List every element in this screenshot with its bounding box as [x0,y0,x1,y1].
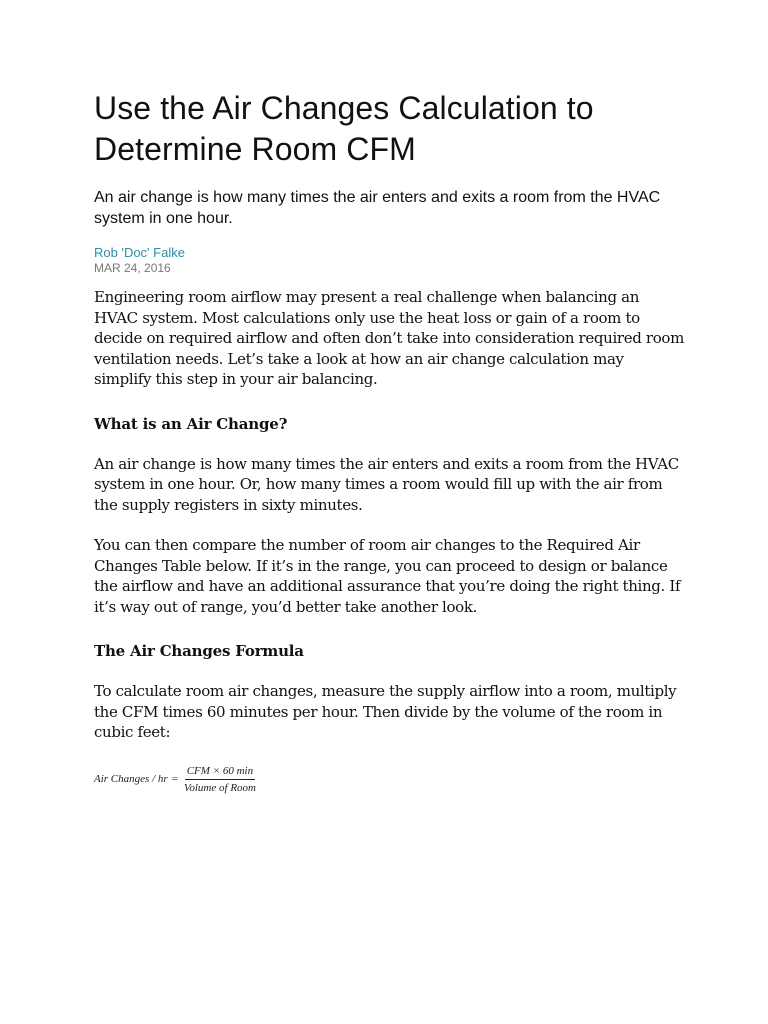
article-title: Use the Air Changes Calculation to Determine Room CFM [94,90,594,167]
article [94,88,684,794]
formula-fraction [182,765,258,794]
intro-paragraph: Engineering room airflow may present a real challenge when balancing an HVAC system. Most calculations only use the heat loss or gain of a room to decide on required airflow and often don’t take into consideration required room ventilation needs. Let’s take a look at how an air change calculation may simplify this step in your air balancing. [94,288,684,388]
author-link[interactable]: Rob 'Doc' Falke [94,245,185,260]
section-heading-air-change: What is an Air Change? [94,414,288,433]
air-change-definition-paragraph: An air change is how many times the air enters and exits a room from the HVAC system in one hour. Or, how many times a room would fill up with the air from the supply registers in sixty minutes. [94,454,679,514]
formula-numerator: CFM × 60 min [185,765,255,780]
air-changes-formula [94,765,684,794]
formula-equals: = [171,773,178,785]
article-subtitle: An air change is how many times the air enters and exits a room from the HVAC system in one hour. [94,189,661,227]
formula-intro-paragraph: To calculate room air changes, measure the supply airflow into a room, multiply the CFM times 60 minutes per hour. Then divide by the volume of the room in cubic feet: [94,682,677,741]
section-heading-formula: The Air Changes Formula [94,642,304,660]
publish-date: MAR 24, 2016 [94,261,171,275]
air-change-comparison-paragraph: You can then compare the number of room air changes to the Required Air Changes Table below. If it’s in the range, you can proceed to design or balance the airflow and have an additional assurance that you’re doing the right thing. If it’s way out of range, you’d better take another look. [94,536,681,616]
formula-denominator: Volume of Room [183,781,256,794]
formula-lhs: Air Changes / hr [94,773,168,785]
